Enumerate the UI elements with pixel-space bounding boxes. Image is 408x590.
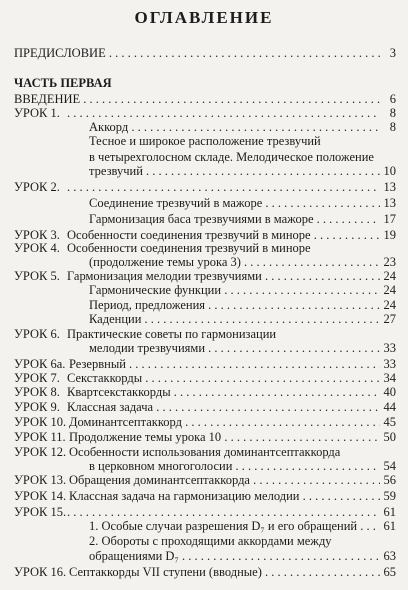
lesson-label: УРОК 10. xyxy=(14,415,67,429)
toc-row xyxy=(0,164,408,178)
entry-title: Особенности соединения трезвучий в миноре xyxy=(67,241,311,255)
entry-title: Тесное и широкое расположение трезвучий xyxy=(89,134,321,148)
page-number: 19 xyxy=(383,228,396,242)
entry-title: в четырехголосном складе. Мелодическое положение xyxy=(89,150,374,164)
page-number: 65 xyxy=(383,565,396,579)
page-number: 10 xyxy=(383,164,396,178)
toc-row xyxy=(0,341,408,355)
toc-row xyxy=(0,415,408,429)
toc-row xyxy=(0,269,408,283)
toc-row xyxy=(0,549,408,563)
page-number: 3 xyxy=(389,46,396,60)
entry-title: обращениями D₇ . . . xyxy=(89,549,380,563)
toc-row xyxy=(0,371,408,385)
toc-row xyxy=(0,255,408,269)
toc-row xyxy=(0,92,408,106)
entry-title: трезвучий . . . xyxy=(89,164,380,178)
lesson-label: УРОК 6. xyxy=(14,327,60,341)
page-number: 8 xyxy=(389,120,396,134)
lesson-label: УРОК 1. xyxy=(14,106,60,120)
lesson-label: УРОК 7. xyxy=(14,371,60,385)
page-title: ОГЛАВЛЕНИЕ xyxy=(134,8,274,27)
lesson-label: УРОК 9. xyxy=(14,400,60,414)
page-number: 8 xyxy=(389,106,396,120)
entry-title: Особенности использования доминантсептаккорда xyxy=(69,445,341,459)
toc-row xyxy=(0,565,408,579)
toc-row xyxy=(0,298,408,312)
toc-row xyxy=(0,46,408,60)
lesson-label: УРОК 13. xyxy=(14,473,67,487)
page-number: 54 xyxy=(383,459,396,473)
entry-title: Соединение трезвучий в мажоре . . . xyxy=(89,196,380,210)
lesson-label: УРОК 12. xyxy=(14,445,67,459)
entry-title: Септаккорды VII ступени (вводные) . . . xyxy=(69,565,380,579)
entry-title: Гармонические функции . . . xyxy=(89,283,380,297)
toc-row xyxy=(0,357,408,371)
entry-title: Квартсекстаккорды . . . xyxy=(67,385,380,399)
entry-title: (продолжение темы урока 3) . . . xyxy=(89,255,380,269)
section-heading: ЧАСТЬ ПЕРВАЯ xyxy=(14,76,112,90)
entry-title: Особенности соединения трезвучий в миноре . . . xyxy=(67,228,380,242)
entry-title: ПРЕДИСЛОВИЕ . . . xyxy=(14,46,380,60)
page-number: 63 xyxy=(383,549,396,563)
toc-row xyxy=(0,312,408,326)
page-number: 13 xyxy=(383,196,396,210)
page-number: 61 xyxy=(383,505,396,519)
toc-row xyxy=(0,445,408,459)
page-number: 34 xyxy=(383,371,396,385)
toc-row xyxy=(0,180,408,194)
toc-row xyxy=(0,519,408,533)
entry-title xyxy=(67,106,380,120)
toc-row xyxy=(0,459,408,473)
page-number: 33 xyxy=(383,357,396,371)
toc-row xyxy=(0,327,408,341)
page-number: 33 xyxy=(383,341,396,355)
page-number: 6 xyxy=(389,92,396,106)
toc-row xyxy=(0,134,408,148)
toc-row xyxy=(0,489,408,503)
toc-row xyxy=(0,150,408,164)
toc-row xyxy=(0,400,408,414)
toc-row xyxy=(0,106,408,120)
page-number: 59 xyxy=(383,489,396,503)
page-number: 13 xyxy=(383,180,396,194)
lesson-label: УРОК 4. xyxy=(14,241,60,255)
page-number: 44 xyxy=(383,400,396,414)
entry-title xyxy=(67,180,380,194)
page-number: 24 xyxy=(383,283,396,297)
entry-title: Секстаккорды . . . xyxy=(67,371,380,385)
lesson-label: УРОК 8. xyxy=(14,385,60,399)
toc-row xyxy=(0,385,408,399)
toc-row xyxy=(0,196,408,210)
page-number: 56 xyxy=(383,473,396,487)
lesson-label: УРОК 5. xyxy=(14,269,60,283)
toc-row xyxy=(0,505,408,519)
toc-row xyxy=(0,212,408,226)
entry-title: в церковном многоголосии . . . xyxy=(89,459,380,473)
entry-title: Практические советы по гармонизации xyxy=(67,327,277,341)
page-number: 24 xyxy=(383,269,396,283)
entry-title: Гармонизация баса трезвучиями в мажоре . . . xyxy=(89,212,380,226)
page-number: 27 xyxy=(383,312,396,326)
entry-title: Обращения доминантсептаккорда . . . xyxy=(69,473,380,487)
entry-title xyxy=(67,505,380,519)
toc-row xyxy=(0,241,408,255)
entry-title: мелодии трезвучиями . . . xyxy=(89,341,380,355)
page-number: 61 xyxy=(383,519,396,533)
page-number: 17 xyxy=(383,212,396,226)
lesson-label: УРОК 16. xyxy=(14,565,67,579)
toc-row xyxy=(0,430,408,444)
entry-title: Классная задача на гармонизацию мелодии . . . xyxy=(69,489,380,503)
lesson-label: УРОК 11. xyxy=(14,430,66,444)
page-number: 45 xyxy=(383,415,396,429)
entry-title: Продолжение темы урока 10 . . . xyxy=(69,430,380,444)
toc-row xyxy=(0,473,408,487)
toc-row xyxy=(0,283,408,297)
entry-title: ВВЕДЕНИЕ . . . xyxy=(14,92,380,106)
page-number: 24 xyxy=(383,298,396,312)
toc-row xyxy=(0,120,408,134)
entry-title: Каденции . . . xyxy=(89,312,380,326)
entry-title: 2. Обороты с проходящими аккордами между xyxy=(89,534,332,548)
entry-title: Классная задача . . . xyxy=(67,400,380,414)
lesson-label: УРОК 14. xyxy=(14,489,67,503)
entry-title: Гармонизация мелодии трезвучиями . . . xyxy=(67,269,380,283)
lesson-label: УРОК 15. xyxy=(14,505,67,519)
entry-title: Резервный . . . xyxy=(69,357,380,371)
entry-title: Период, предложения . . . xyxy=(89,298,380,312)
entry-title: Аккорд . . . xyxy=(89,120,380,134)
lesson-label: УРОК 2. xyxy=(14,180,60,194)
lesson-label: УРОК 3. xyxy=(14,228,60,242)
toc-row xyxy=(0,228,408,242)
page-number: 40 xyxy=(383,385,396,399)
entry-title: 1. Особые случаи разрешения D₇ и его обращений . . . xyxy=(89,519,380,533)
lesson-label: УРОК 6а. xyxy=(14,357,66,371)
toc-row xyxy=(0,534,408,548)
entry-title: Доминантсептаккорд . . . xyxy=(69,415,380,429)
page-number: 23 xyxy=(383,255,396,269)
page-number: 50 xyxy=(383,430,396,444)
